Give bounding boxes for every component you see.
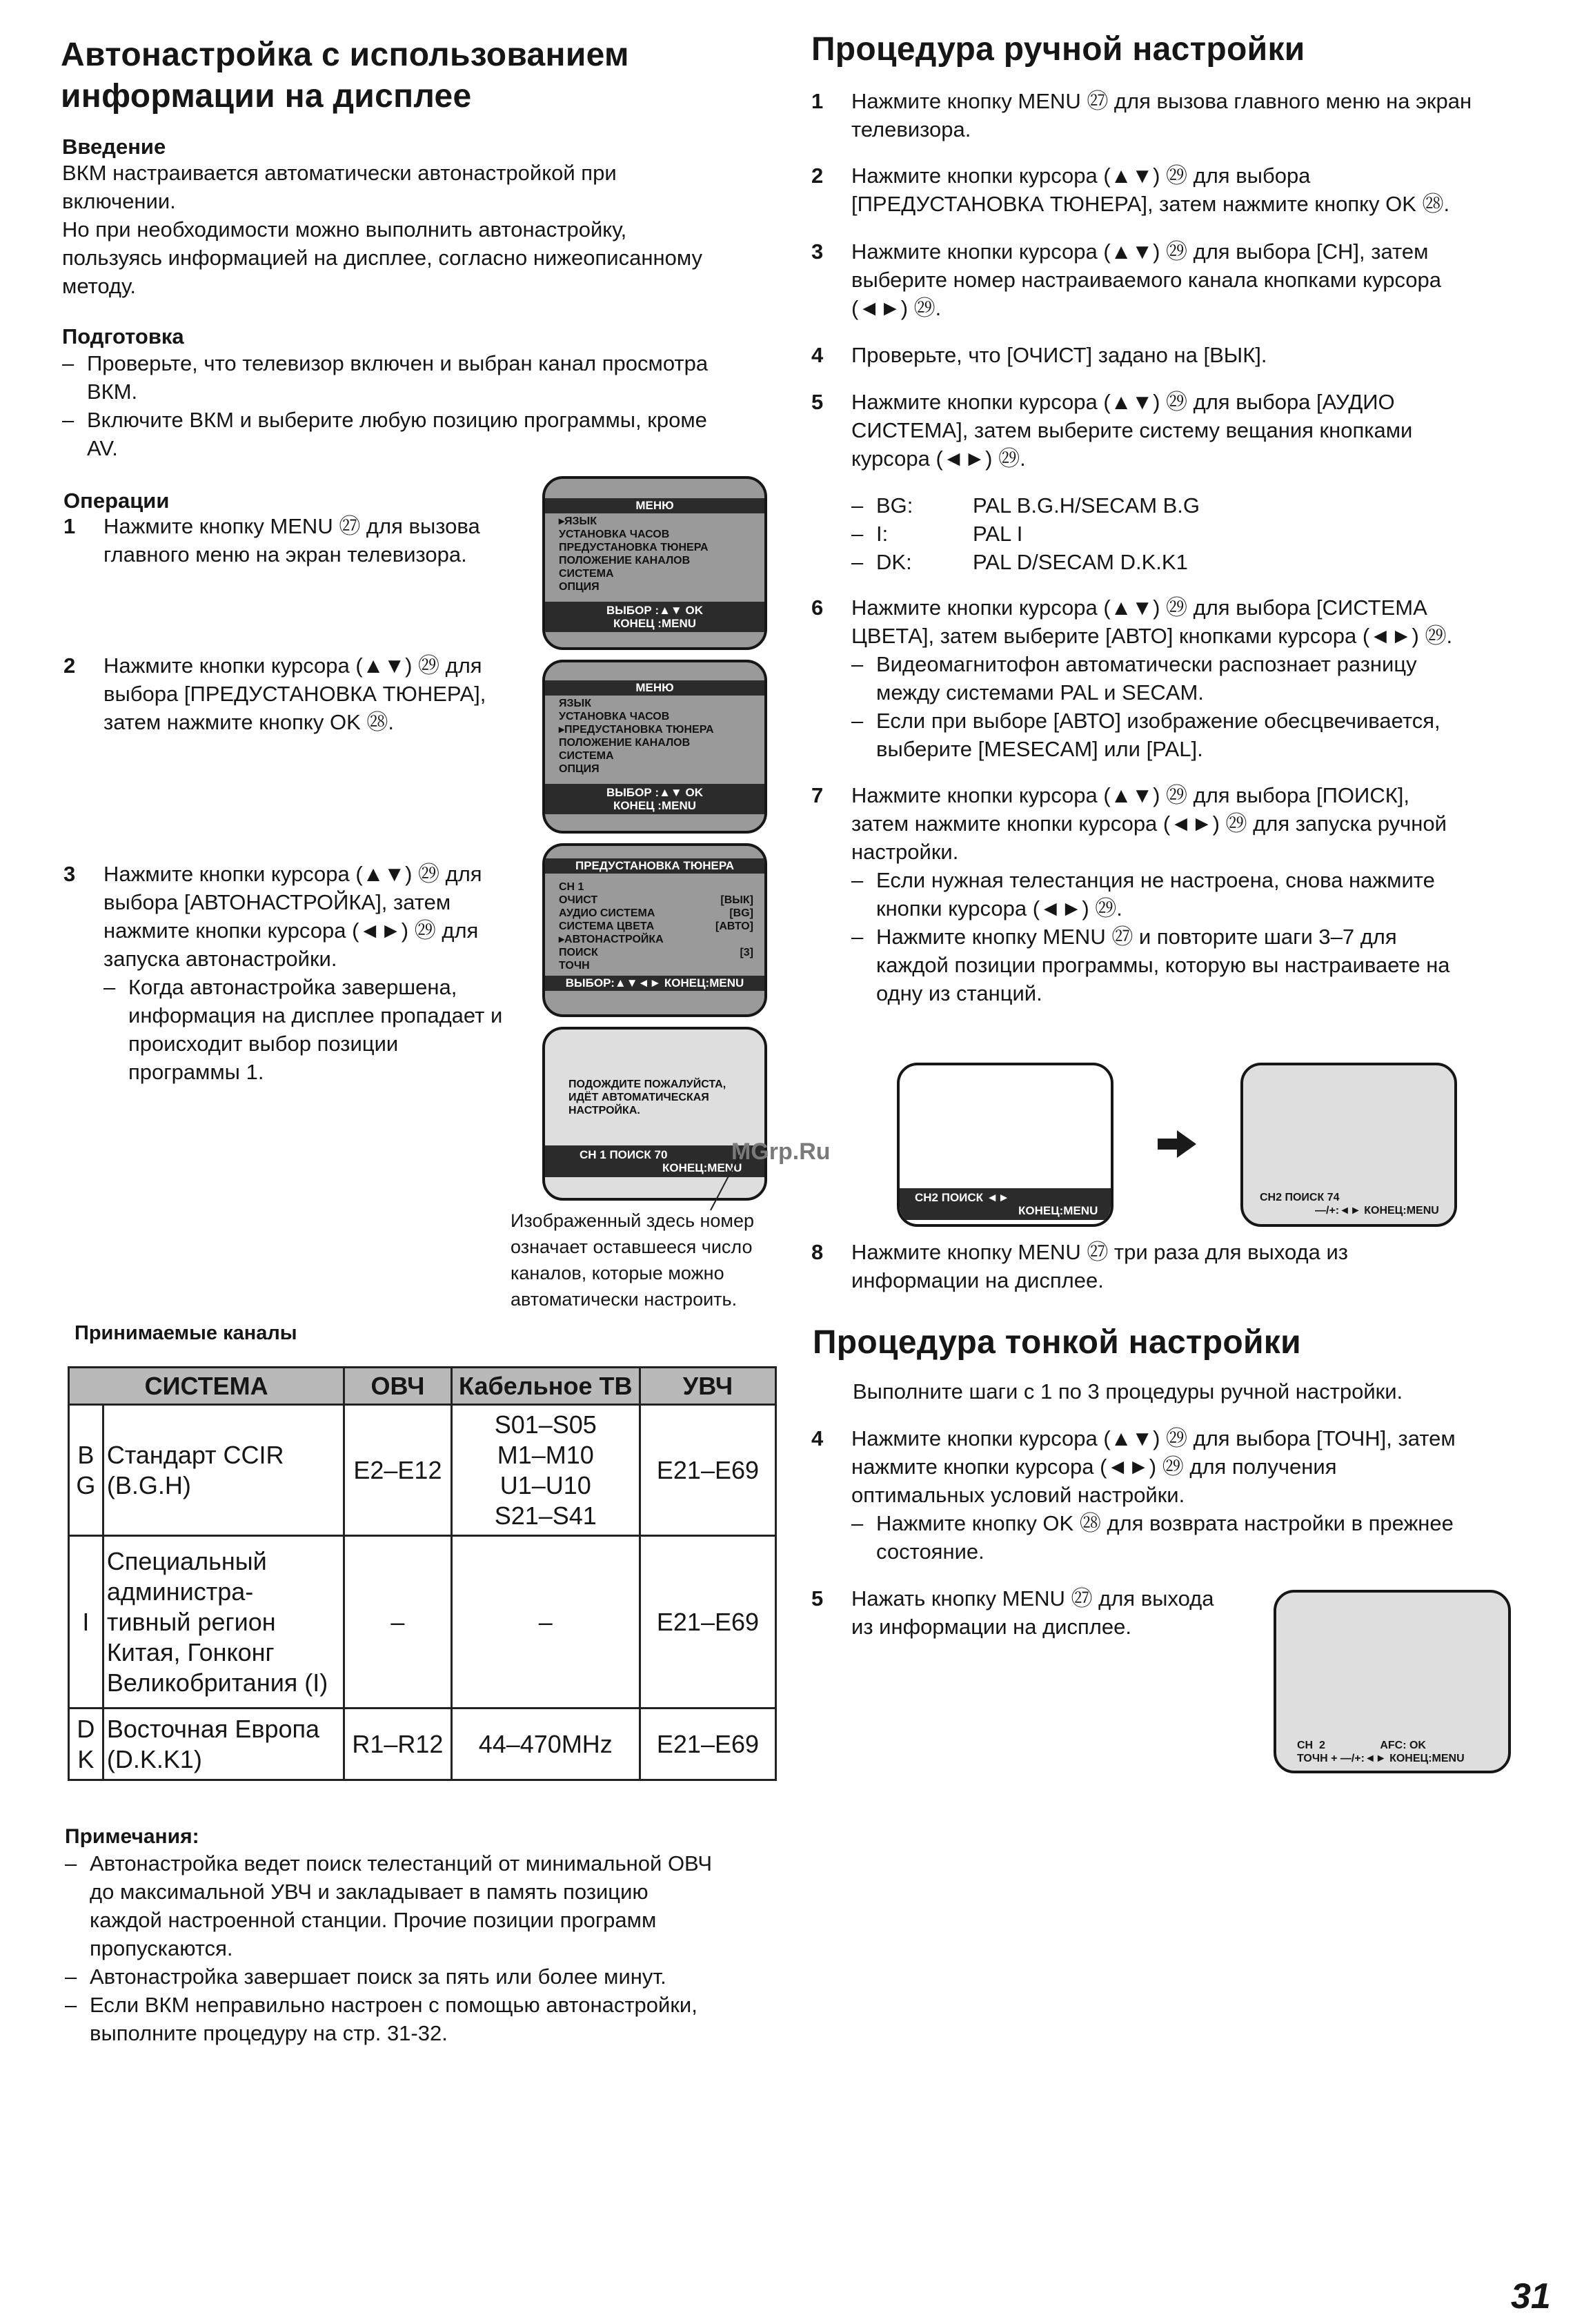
table-header-row (69, 1368, 776, 1405)
op-step-3: 3 Нажмите кнопки курсора (▲▼) ㉙ для выбора [АВТОНАСТРОЙКА], затем нажмите кнопки курсора (◄►) ㉙ для запуска автонастройки. – Когда автонастройка завершена, информация на дисплее пропадает и происходит выбор позиции программы 1. (63, 860, 539, 1086)
step-6-note: – Видеомагнитофон автоматически распознает разницу между системами PAL и SECAM. (851, 650, 1529, 707)
screen-menu-list: ▸ЯЗЫК УСТАНОВКА ЧАСОВ ПРЕДУСТАНОВКА ТЮНЕРА ПОЛОЖЕНИЕ КАНАЛОВ СИСТЕМА ОПЦИЯ (559, 515, 709, 593)
table-cell: Восточная Европа (D.K.K1) (103, 1708, 344, 1780)
screen-message: ПОДОЖДИТЕ ПОЖАЛУЙСТА, ИДЁТ АВТОМАТИЧЕСКАЯ НАСТРОЙКА. (568, 1079, 726, 1116)
table-cell: D K (69, 1708, 103, 1780)
screen-footer: ВЫБОР :▲▼ OK КОНЕЦ :MENU (545, 784, 764, 814)
screen-footer: ВЫБОР:▲▼◄► КОНЕЦ:MENU (545, 976, 764, 991)
tv-screen-main-menu (542, 476, 767, 650)
audio-system-options: – BG: PAL B.G.H/SECAM B.G – I: PAL I – DK: PAL D/SECAM D.K.K1 (851, 493, 1200, 574)
prep-list (62, 349, 766, 462)
screen-menu-list: CH 1 ОЧИСТ [ВЫК] АУДИО СИСТЕМА [BG] СИСТЕМА ЦВЕТА [АВТО] ▸АВТОНАСТРОЙКА ПОИСК [3] ТОЧН (559, 881, 753, 972)
table-header: СИСТЕМА (69, 1368, 344, 1405)
fine-step-4: 4 Нажмите кнопки курсора (▲▼) ㉙ для выбора [ТОЧН], затем нажмите кнопки курсора (◄►) ㉙ для получения оптимальных условий настройки. – Нажмите кнопку OK ㉘ для возврата настройки в прежнее состояние. (811, 1424, 1529, 1566)
tv-screen-search-result (1240, 1063, 1457, 1227)
screen-footer: CH 1 ПОИСК 70 КОНЕЦ:MENU (545, 1145, 764, 1177)
tv-screen-tuner-preset (542, 843, 767, 1017)
table-header: ОВЧ (344, 1368, 451, 1405)
prep-item: – Проверьте, что телевизор включен и выбран канал просмотра ВКМ. (62, 349, 766, 406)
tv-screen-fine-tuning (1274, 1590, 1511, 1773)
manual-step-5: 5 Нажмите кнопки курсора (▲▼) ㉙ для выбора [АУДИО СИСТЕМА], затем выберите систему вещания кнопками курсора (◄►) ㉙. (811, 390, 1413, 471)
watermark: MGrp.Ru (731, 1139, 831, 1165)
step-6-note: – Если при выборе [АВТО] изображение обесцвечивается, выберите [MESECAM] или [PAL]. (851, 707, 1529, 763)
op-step-3-note: – Когда автонастройка завершена, информация на дисплее пропадает и происходит выбор позиции программы 1. (103, 973, 539, 1086)
fine-intro: Выполните шаги с 1 по 3 процедуры ручной настройки. (853, 1379, 1403, 1404)
manual-step-3: 3 Нажмите кнопки курсора (▲▼) ㉙ для выбора [CH], затем выберите номер настраиваемого канала кнопками курсора (◄►) ㉙. (811, 239, 1442, 320)
notes-list (65, 1849, 775, 2047)
channels-heading: Принимаемые каналы (75, 1322, 297, 1344)
table-cell: R1–R12 (344, 1708, 451, 1780)
screen-caption: Изображенный здесь номер означает оставшееся число каналов, которые можно автоматически настроить. (511, 1210, 755, 1310)
table-cell: S01–S05 M1–M10 U1–U10 S21–S41 (451, 1405, 640, 1536)
screen-title: ПРЕДУСТАНОВКА ТЮНЕРА (545, 858, 764, 874)
table-cell: 44–470MHz (451, 1708, 640, 1780)
section-title-auto: Автонастройка с использованием информации на дисплее (61, 37, 629, 115)
section-title-fine: Процедура тонкой настройки (813, 1324, 1301, 1361)
table-cell: E21–E69 (640, 1708, 775, 1780)
screen-footer: ВЫБОР :▲▼ OK КОНЕЦ :MENU (545, 602, 764, 632)
table-cell: Стандарт CCIR (B.G.H) (103, 1405, 344, 1536)
prep-heading: Подготовка (62, 324, 184, 348)
section-title-manual: Процедура ручной настройки (811, 31, 1305, 68)
table-header: Кабельное ТВ (451, 1368, 640, 1405)
intro-heading: Введение (62, 135, 166, 159)
manual-step-4: 4 Проверьте, что [ОЧИСТ] задано на [ВЫК]. (811, 343, 1267, 367)
table-cell: – (451, 1536, 640, 1708)
table-header: УВЧ (640, 1368, 775, 1405)
screen-title: МЕНЮ (545, 680, 764, 696)
op-step-2: 2 Нажмите кнопки курсора (▲▼) ㉙ для выбора [ПРЕДУСТАНОВКА ТЮНЕРА], затем нажмите кнопку OK ㉘. (63, 653, 486, 734)
table-cell: E2–E12 (344, 1405, 451, 1536)
prep-item: – Включите ВКМ и выберите любую позицию программы, кроме AV. (62, 406, 766, 462)
table-cell: – (344, 1536, 451, 1708)
table-cell: Специальный администра- тивный регион Китая, Гонконг Великобритания (I) (103, 1536, 344, 1708)
intro-text: ВКМ настраивается автоматически автонастройкой при включении. Но при необходимости можно выполнить автонастройку, пользуясь информацией на дисплее, согласно нижеописанному методу. (62, 161, 702, 298)
note-item: – Автонастройка завершает поиск за пять или более минут. (65, 1962, 775, 1991)
table-row (69, 1708, 776, 1780)
note-item: – Автонастройка ведет поиск телестанций от минимальной ОВЧ до максимальной УВЧ и закладывает в память позицию каждой настроенной станции. Прочие позиции программ пропускаются. (65, 1849, 775, 1962)
tv-screen-tuner-selected (542, 660, 767, 834)
table-cell: B G (69, 1405, 103, 1536)
tv-screen-search-start (897, 1063, 1113, 1227)
screen-title: МЕНЮ (545, 498, 764, 513)
page-number: 31 (1511, 2276, 1551, 2316)
fine-step-5: 5 Нажать кнопку MENU ㉗ для выхода из информации на дисплее. (811, 1586, 1214, 1639)
screen-footer: CH2 ПОИСК 74 —/+:◄► КОНЕЦ:MENU (1260, 1192, 1439, 1217)
table-cell: E21–E69 (640, 1536, 775, 1708)
manual-step-6: 6 Нажмите кнопки курсора (▲▼) ㉙ для выбора [СИСТЕМА ЦВЕТА], затем выберите [АВТО] кнопками курсора (◄►) ㉙. – Видеомагнитофон автоматически распознает разницу между системами PAL и SECAM. – Если при выборе [АВТО] изображение обесцвечивается, выберите [MESECAM] или [PAL]. (811, 593, 1529, 763)
table-cell: E21–E69 (640, 1405, 775, 1536)
manual-step-1: 1 Нажмите кнопку MENU ㉗ для вызова главного меню на экран телевизора. (811, 89, 1472, 141)
manual-step-2: 2 Нажмите кнопки курсора (▲▼) ㉙ для выбора [ПРЕДУСТАНОВКА ТЮНЕРА], затем нажмите кнопку OK ㉘. (811, 164, 1450, 216)
table-row (69, 1405, 776, 1536)
channels-table (68, 1366, 777, 1781)
op-step-1: 1 Нажмите кнопку MENU ㉗ для вызова главного меню на экран телевизора. (63, 514, 480, 567)
notes-heading: Примечания: (65, 1825, 199, 1848)
ops-heading: Операции (63, 489, 170, 513)
fine-step-4-note: – Нажмите кнопку OK ㉘ для возврата настройки в прежнее состояние. (851, 1509, 1529, 1566)
screen-footer: CH 2 AFC: OK ТОЧН + —/+:◄► КОНЕЦ:MENU (1297, 1740, 1465, 1764)
screen-footer: CH2 ПОИСК ◄► КОНЕЦ:MENU (900, 1188, 1111, 1220)
table-row (69, 1536, 776, 1708)
step-7-note: – Нажмите кнопку MENU ㉗ и повторите шаги 3–7 для каждой позиции программы, которую вы настраиваете на одну из станций. (851, 923, 1529, 1007)
table-cell: I (69, 1536, 103, 1708)
note-item: – Если ВКМ неправильно настроен с помощью автонастройки, выполните процедуру на стр. 31-32. (65, 1991, 775, 2047)
manual-step-8: 8 Нажмите кнопку MENU ㉗ три раза для выхода из информации на дисплее. (811, 1240, 1349, 1292)
caption-pointer-line (706, 1152, 748, 1214)
step-7-note: – Если нужная телестанция не настроена, снова нажмите кнопки курсора (◄►) ㉙. (851, 866, 1529, 923)
right-arrow-icon (1158, 1129, 1199, 1159)
manual-step-7: 7 Нажмите кнопки курсора (▲▼) ㉙ для выбора [ПОИСК], затем нажмите кнопки курсора (◄►) ㉙ для запуска ручной настройки. – Если нужная телестанция не настроена, снова нажмите кнопки курсора (◄►) ㉙. – Нажмите кнопку MENU ㉗ и повторите шаги 3–7 для каждой позиции программы, которую вы настраиваете на одну из станций. (811, 781, 1529, 1007)
screen-menu-list: ЯЗЫК УСТАНОВКА ЧАСОВ ▸ПРЕДУСТАНОВКА ТЮНЕРА ПОЛОЖЕНИЕ КАНАЛОВ СИСТЕМА ОПЦИЯ (559, 698, 714, 775)
